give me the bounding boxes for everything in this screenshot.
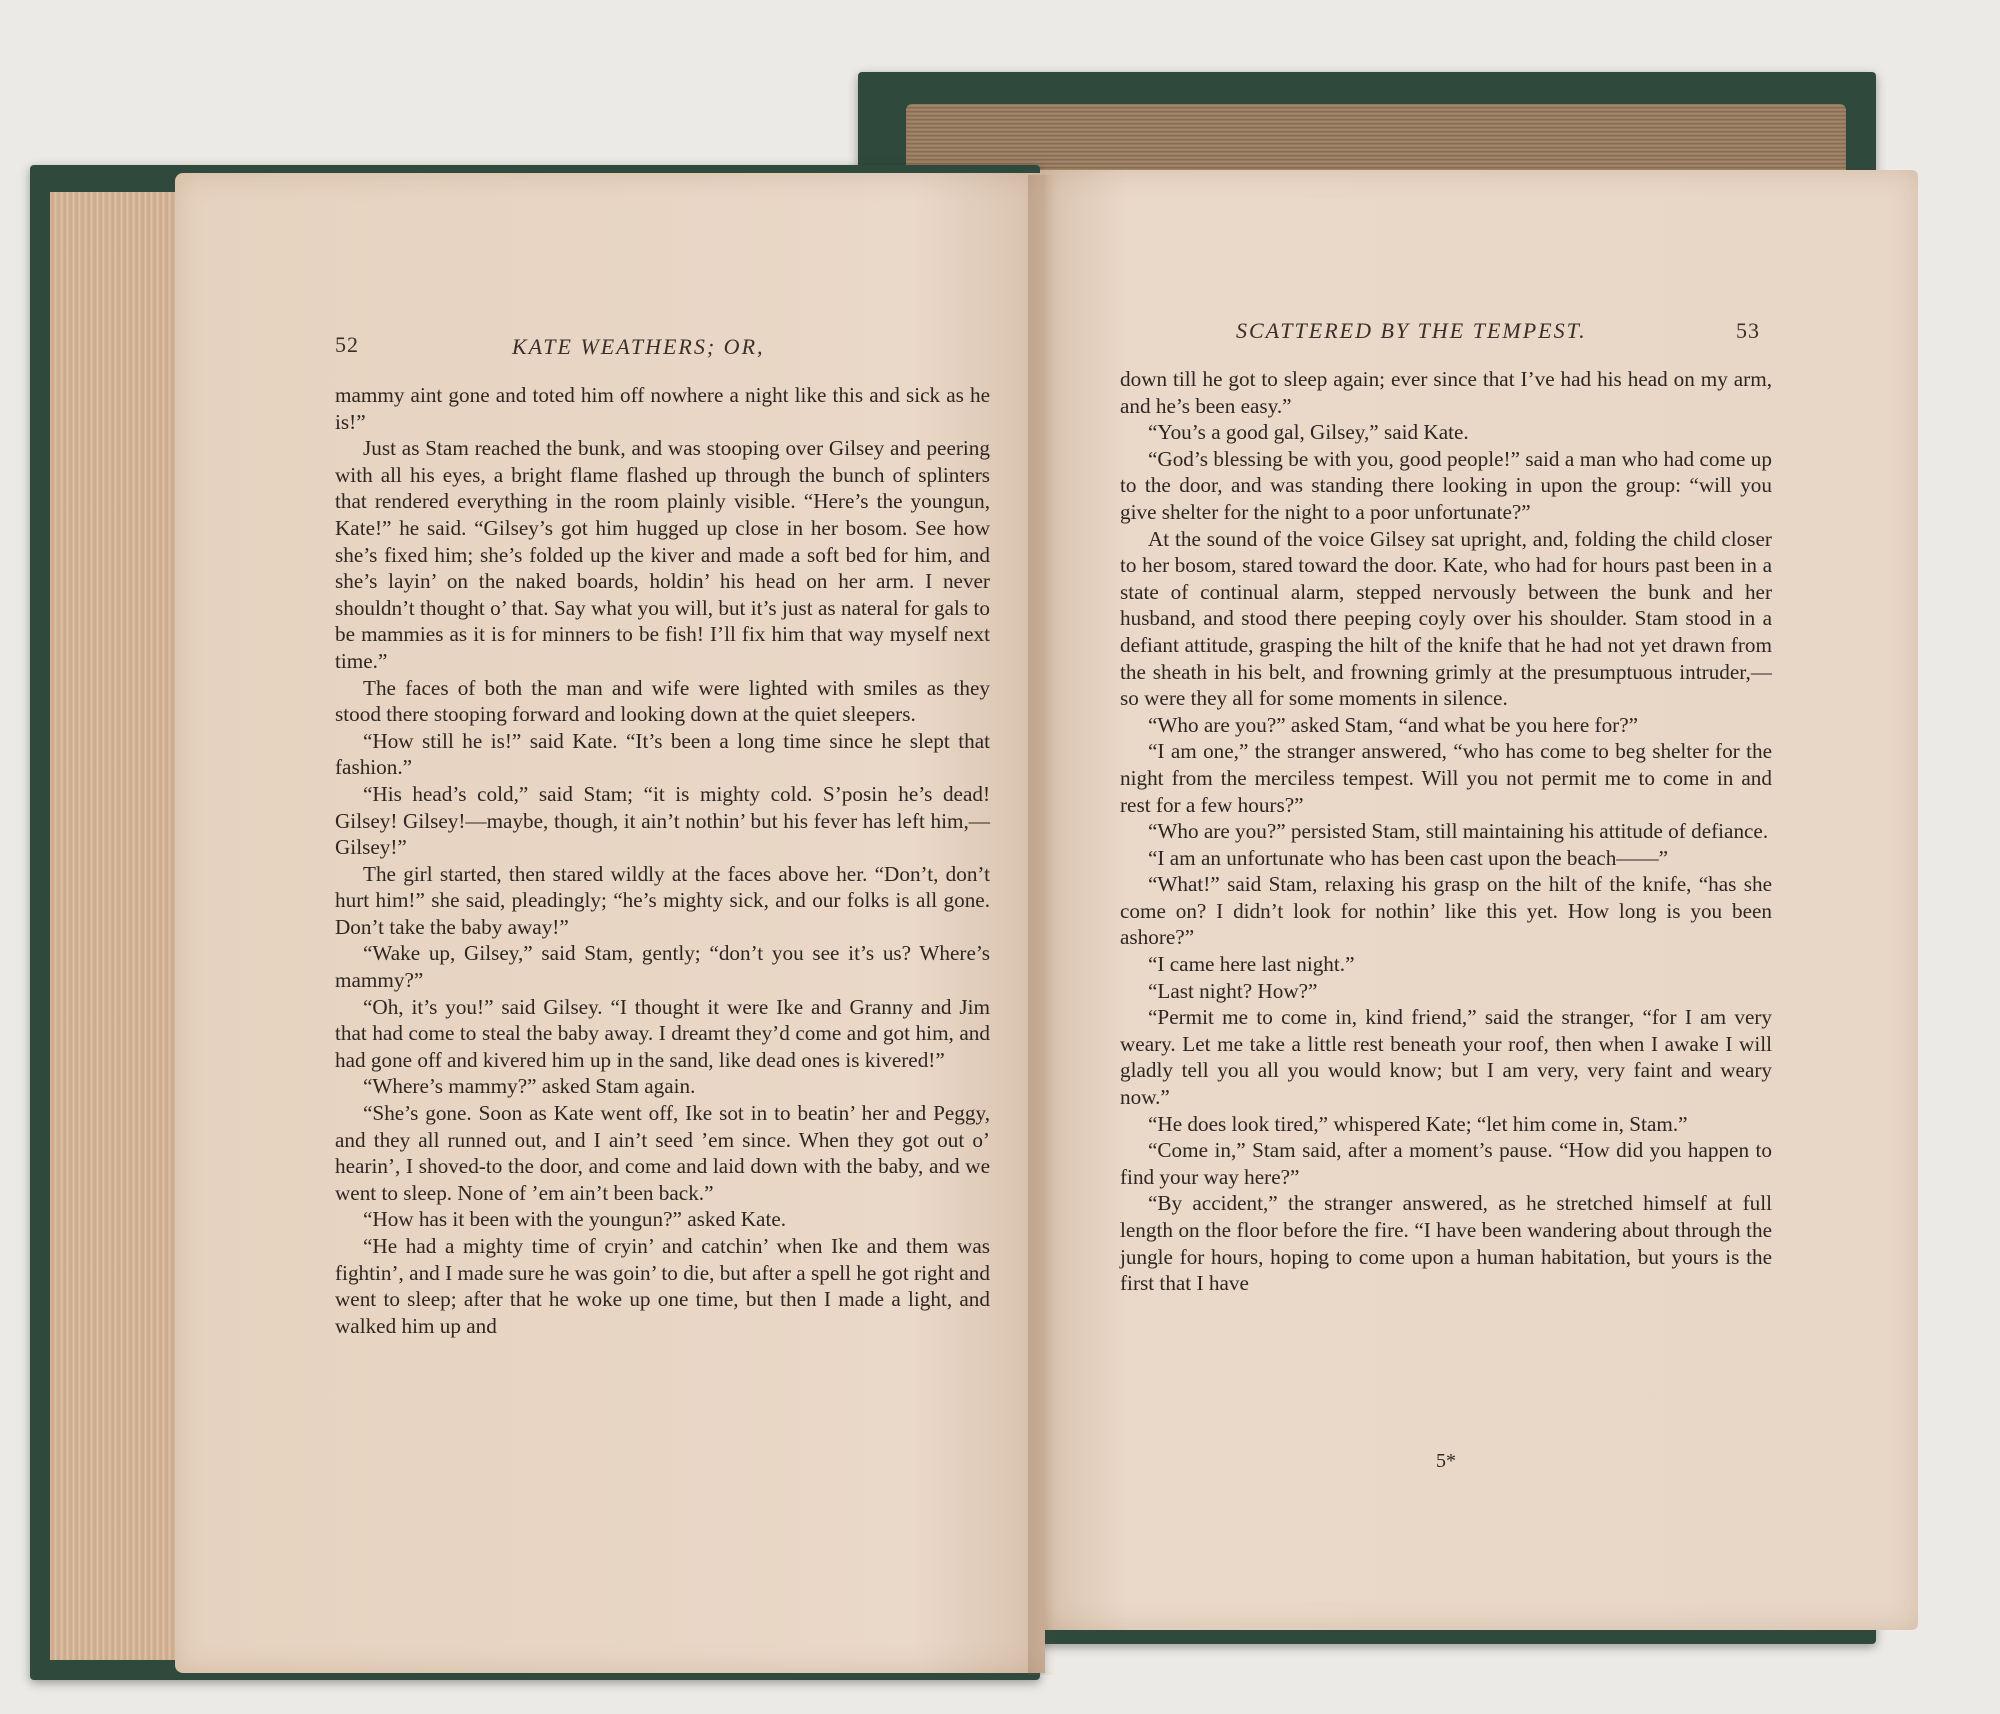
paragraph: mammy aint gone and toted him off nowhere a night like this and sick as he is!” — [335, 383, 990, 434]
left-folio: 52 — [335, 332, 359, 357]
paragraph: “He had a mighty time of cryin’ and catchin’ when Ike and them was fightin’, and I made sure he was goin’ to die, but after a spell he got right and went to sleep; after that he woke up one time, but then I made a light, and walked him up and — [335, 1234, 990, 1338]
left-running-title: KATE WEATHERS; OR, — [512, 334, 765, 359]
paragraph: “You’s a good gal, Gilsey,” said Kate. — [1148, 420, 1469, 445]
paragraph: “Oh, it’s you!” said Gilsey. “I thought it were Ike and Granny and Jim that had come to steal the baby away. I dreamt they’d come and got him, and had gone off and kivered him up in the sand, like dead ones is kivered!” — [335, 994, 990, 1072]
right-running-title: SCATTERED BY THE TEMPEST. — [1236, 318, 1587, 343]
paragraph: Just as Stam reached the bunk, and was stooping over Gilsey and peering with all his eyes, a bright flame flashed up through the bunch of splinters that rendered everything in the room plainly visible. “Here’s the youngun, Kate!” he said. “Gilsey’s got him hugged up close in her bosom. See how she’s fixed him; she’s folded up the kiver and made a soft bed for him, and she’s layin’ on the naked boards, holdin’ his head on her arm. I never shouldn’t thought o’ that. Say what you will, but it’s just as nateral for gals to be mammies as it is for minners to be fish! I’ll fix him that way myself next time.” — [335, 436, 990, 673]
paragraph: “Come in,” Stam said, after a moment’s pause. “How did you happen to find your way here?” — [1120, 1138, 1772, 1189]
paragraph: “Who are you?” asked Stam, “and what be you here for?” — [1148, 712, 1639, 737]
right-text-block — [1120, 366, 1772, 1297]
paragraph: “By accident,” the stranger answered, as he stretched himself at full length on the floor before the fire. “I have been wandering about through the jungle for hours, hoping to come upon a human habitation, but yours is the first that I have — [1120, 1191, 1772, 1296]
paragraph: “I am one,” the stranger answered, “who has come to beg shelter for the night from the merciless tempest. Will you not permit me to come in and rest for a few hours?” — [1120, 739, 1772, 817]
paragraph: The girl started, then stared wildly at the faces above her. “Don’t, don’t hurt him!” she said, pleadingly; “he’s mighty sick, and our folks is all gone. Don’t take the baby away!” — [335, 861, 990, 939]
signature-mark: 5* — [1436, 1450, 1456, 1472]
paragraph: “How still he is!” said Kate. “It’s been a long time since he slept that fashion.” — [335, 728, 990, 780]
page-edges-top — [906, 104, 1846, 174]
book-gutter — [1028, 175, 1056, 1675]
paragraph: “He does look tired,” whispered Kate; “let him come in, Stam.” — [1148, 1111, 1688, 1136]
paragraph: At the sound of the voice Gilsey sat upright, and, folding the child closer to her bosom, stared toward the door. Kate, who had for hours past been in a state of continual alarm, stepped nervously between the bunk and her husband, and stood there peeping coyly over his shoulder. Stam stood in a defiant attitude, grasping the hilt of the knife that he had not yet drawn from the sheath in his belt, and frowning grimly at the presumptuous intruder,—so were they all for some moments in silence. — [1120, 526, 1772, 711]
paragraph: “Who are you?” persisted Stam, still maintaining his attitude of defiance. — [1148, 819, 1769, 844]
paragraph: “I am an unfortunate who has been cast upon the beach——” — [1148, 845, 1669, 870]
paragraph: “What!” said Stam, relaxing his grasp on the hilt of the knife, “has she come on? I didn’t look for nothin’ like this yet. How long is you been ashore?” — [1120, 872, 1772, 950]
paragraph: “God’s blessing be with you, good people!” said a man who had come up to the door, and was standing there looking in upon the group: “will you give shelter for the night to a poor unfortunate?” — [1120, 446, 1772, 524]
paragraph: “How has it been with the youngun?” asked Kate. — [363, 1207, 787, 1232]
paragraph: “Wake up, Gilsey,” said Stam, gently; “don’t you see it’s us? Where’s mammy?” — [335, 941, 990, 993]
page-edges-left — [50, 192, 190, 1660]
paragraph: “Last night? How?” — [1148, 978, 1318, 1003]
paragraph: “Permit me to come in, kind friend,” said the stranger, “for I am very weary. Let me take a little rest beneath your roof, then when I awake I will gladly tell you all you would know; but I am very, very faint and weary now.” — [1120, 1005, 1772, 1110]
paragraph: down till he got to sleep again; ever since that I’ve had his head on my arm, and he’s been easy.” — [1120, 367, 1772, 418]
paragraph: “She’s gone. Soon as Kate went off, Ike sot in to beatin’ her and Peggy, and they all runned out, and I ain’t seed ’em since. When they got out o’ hearin’, I shoved-to the door, and come and laid down with the baby, and we went to sleep. None of ’em ain’t been back.” — [335, 1101, 990, 1205]
paragraph: “His head’s cold,” said Stam; “it is mighty cold. S’posin he’s dead! Gilsey! Gilsey!—maybe, though, it ain’t nothin’ but his fever has left him,—Gilsey!” — [335, 781, 990, 860]
left-text-block — [335, 382, 990, 1339]
paragraph: The faces of both the man and wife were lighted with smiles as they stood there stooping forward and looking down at the quiet sleepers. — [335, 675, 990, 727]
right-folio: 53 — [1736, 318, 1760, 343]
paragraph: “Where’s mammy?” asked Stam again. — [363, 1074, 696, 1099]
paragraph: “I came here last night.” — [1148, 952, 1355, 977]
